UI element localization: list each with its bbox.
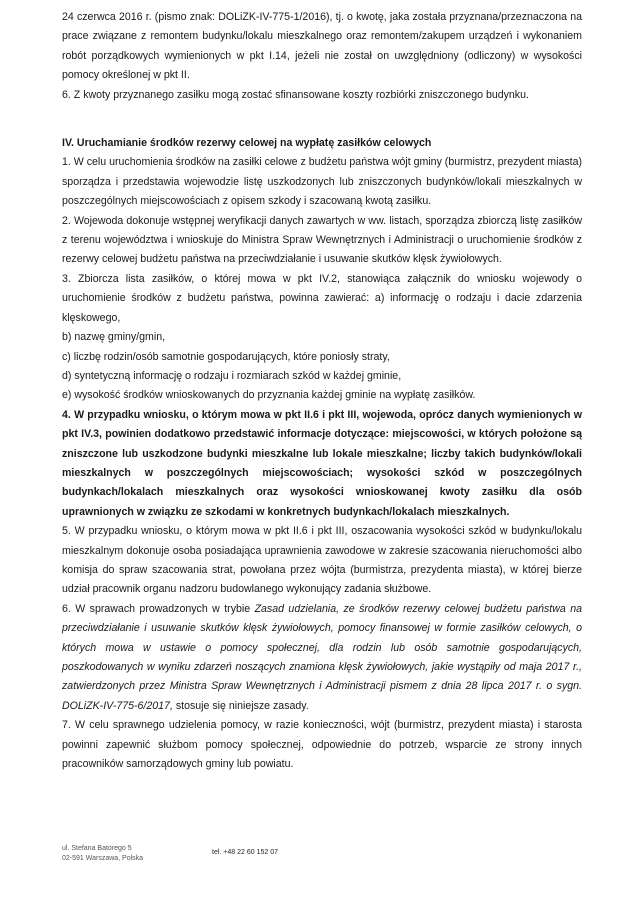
point-3-item-b: b) nazwę gminy/gmin, bbox=[62, 331, 166, 344]
section-iv-point-5: 5. W przypadku wniosku, o którym mowa w pkt II.6 i pkt III, oszacowania wysokości szkód w budynku/lokalu mieszkalnym dokonuje osoba posiadająca uprawnienia zawodowe w zakresie szacowania nieruchomości albo komisja do spraw szacowania strat, powołana przez wójta (burmistrza, prezydenta miasta), w której bierze udział pracownik organu nadzoru budowlanego wykonujący zadania służbowe. bbox=[62, 525, 582, 596]
point-6-tail: stosuje się niniejsze zasady. bbox=[172, 699, 309, 712]
point-6-lead: 6. W sprawach prowadzonych w trybie bbox=[62, 602, 255, 615]
paragraph-continuation: 24 czerwca 2016 r. (pismo znak: DOLiZK-IV-775-1/2016), tj. o kwotę, jaka została przyznana/przeznaczona na prace związane z remontem budynku/lokalu mieszkalnego oraz remontem/zakupem urządzeń i wykonaniem robót porządkowych wymienionych w pkt I.14, jeżeli nie został on uwzględniony (odliczony) w wysokości pomocy określonej w pkt II. bbox=[62, 11, 582, 82]
point-3-item-d: d) syntetyczną informację o rodzaju i rozmiarach szkód w każdej gminie, bbox=[62, 369, 402, 382]
footer-address bbox=[62, 844, 202, 864]
point-3-item-c: c) liczbę rodzin/osób samotnie gospodarujących, które poniosły straty, bbox=[62, 350, 390, 363]
spacer bbox=[62, 105, 582, 134]
footer-street: ul. Stefana Batorego 5 bbox=[62, 845, 132, 852]
section-iv-point-1: 1. W celu uruchomienia środków na zasiłki celowe z budżetu państwa wójt gminy (burmistrz, prezydent miasta) sporządza i przedstawia wojewodzie listę uszkodzonych lub zniszczonych budynków/lokali mieszkalnych w poszczególnych miejscowościach z opisem szkody i szacowaną kwotą zasiłku. bbox=[62, 156, 582, 208]
paragraph-item-6: 6. Z kwoty przyznanego zasiłku mogą zostać sfinansowane koszty rozbiórki zniszczonego budynku. bbox=[62, 88, 529, 101]
section-iv-point-4: 4. W przypadku wniosku, o którym mowa w pkt II.6 i pkt III, wojewoda, oprócz danych wymienionych w pkt IV.3, powinien dodatkowo przedstawić informacje dotyczące: miejscowości, w których położone są zniszczone lub uszkodzone budynki mieszkalne lub lokale mieszkalne; liczby takich budynków/lokali mieszkalnych w poszczególnych miejscowościach; wysokości szkód w poszczególnych budynkach/lokalach mieszkalnych oraz wysokości wnioskowanej kwoty zasiłku dla osób uprawnionych w związku ze szkodami w konkretnych budynkach/lokalach mieszkalnych. bbox=[62, 408, 582, 518]
section-iv-point-6 bbox=[62, 600, 582, 716]
section-iv-point-7: 7. W celu sprawnego udzielenia pomocy, w razie konieczności, wójt (burmistrz, prezydent miasta) i starosta powinni zapewnić służbom pomocy społecznej, odpowiednie do potrzeb, wsparcie ze strony innych pracowników samorządowych gminy lub powiatu. bbox=[62, 719, 582, 771]
point-6-italic-title: Zasad udzielania, ze środków rezerwy celowej budżetu państwa na przeciwdziałanie i usuwanie skutków klęsk żywiołowych, pomocy finansowej w formie zasiłków celowych, o których mowa w ustawie o pomocy społecznej, dla rodzin lub osób samotnie gospodarujących, poszkodowanych w wyniku zdarzeń noszących znamiona klęsk żywiołowych, jakie wystąpiły od maja 2017 r., zatwierdzonych przez Ministra Spraw Wewnętrznych i Administracji pismem z dnia 28 lipca 2017 r. o sygn. DOLiZK-IV-775-6/2017, bbox=[62, 602, 582, 712]
footer-city: 02-591 Warszawa, Polska bbox=[62, 855, 144, 862]
section-iv-point-3: 3. Zbiorcza lista zasiłków, o której mowa w pkt IV.2, stanowiąca załącznik do wniosku wojewody o uruchomienie środków z budżetu państwa, powinna zawierać: a) informację o rodzaju i dacie zdarzenia klęskowego, bbox=[62, 272, 582, 324]
document-body bbox=[62, 8, 582, 774]
section-heading-iv: IV. Uruchamianie środków rezerwy celowej na wypłatę zasiłków celowych bbox=[62, 137, 432, 150]
point-3-item-e: e) wysokość środków wnioskowanych do przyznania każdej gminie na wypłatę zasiłków. bbox=[62, 389, 476, 402]
footer-phone: tel. +48 22 60 152 07 bbox=[212, 849, 278, 856]
section-iv-point-2: 2. Wojewoda dokonuje wstępnej weryfikacji danych zawartych w ww. listach, sporządza zbiorczą listę zasiłków z terenu województwa i wnioskuje do Ministra Spraw Wewnętrznych i Administracji o uruchomienie środków z rezerwy celowej budżetu państwa na przeciwdziałanie i usuwanie skutków klęsk żywiołowych. bbox=[62, 214, 582, 266]
